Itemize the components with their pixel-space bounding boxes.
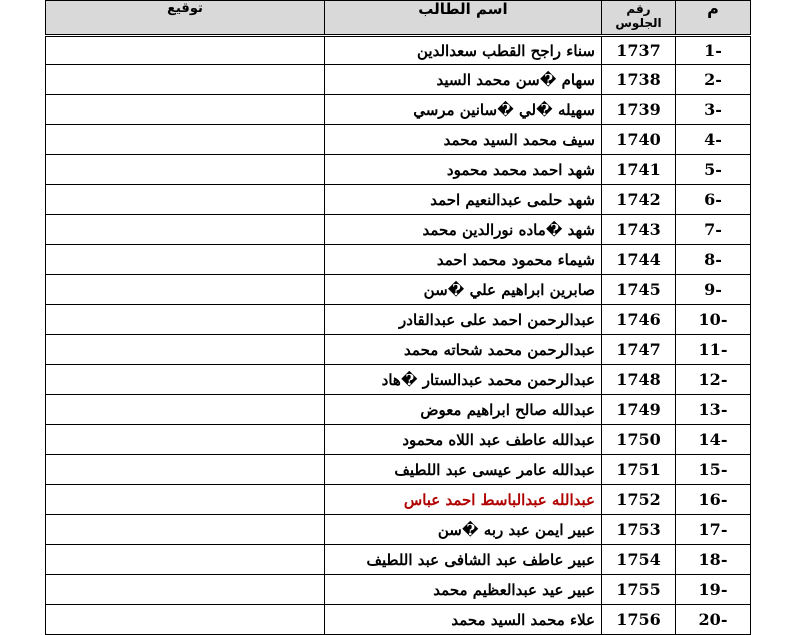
signature-cell — [46, 545, 325, 575]
signature-cell — [46, 395, 325, 425]
seat-number-cell: 1738 — [602, 65, 676, 95]
signature-cell — [46, 335, 325, 365]
seat-number-cell: 1756 — [602, 605, 676, 635]
signature-cell — [46, 305, 325, 335]
signature-cell — [46, 515, 325, 545]
seat-number-cell: 1755 — [602, 575, 676, 605]
table-row — [46, 335, 751, 365]
student-name-cell: عبدالرحمن محمد عبدالستار �هاد — [325, 365, 602, 395]
seat-number-cell: 1740 — [602, 125, 676, 155]
signature-cell — [46, 125, 325, 155]
row-index-cell: 13- — [676, 395, 751, 425]
seat-number-cell: 1748 — [602, 365, 676, 395]
row-index-cell: 16- — [676, 485, 751, 515]
student-name-cell: شهد احمد محمد محمود — [325, 155, 602, 185]
student-name-cell: عبدالله عبدالباسط احمد عباس — [325, 485, 602, 515]
row-index-cell: 17- — [676, 515, 751, 545]
row-index-cell: 5- — [676, 155, 751, 185]
signature-cell — [46, 95, 325, 125]
student-name-cell: عبير عاطف عبد الشافى عبد اللطيف — [325, 545, 602, 575]
row-index-cell: 4- — [676, 125, 751, 155]
student-name-cell: سيف محمد السيد محمد — [325, 125, 602, 155]
row-index-cell: 8- — [676, 245, 751, 275]
table-row — [46, 545, 751, 575]
table-row — [46, 305, 751, 335]
table-row — [46, 395, 751, 425]
student-name-cell: عبدالرحمن احمد على عبدالقادر — [325, 305, 602, 335]
table-row — [46, 455, 751, 485]
seat-number-cell: 1750 — [602, 425, 676, 455]
seat-number-cell: 1746 — [602, 305, 676, 335]
signature-cell — [46, 485, 325, 515]
student-name-cell: شهد �ماده نورالدين محمد — [325, 215, 602, 245]
seat-number-cell: 1753 — [602, 515, 676, 545]
student-name-cell: عبدالله عاطف عبد اللاه محمود — [325, 425, 602, 455]
table-row — [46, 365, 751, 395]
row-index-cell: 18- — [676, 545, 751, 575]
row-index-cell: 10- — [676, 305, 751, 335]
signature-cell — [46, 185, 325, 215]
table-row — [46, 36, 751, 65]
table-row — [46, 425, 751, 455]
row-index-cell: 15- — [676, 455, 751, 485]
seat-number-cell: 1739 — [602, 95, 676, 125]
table-row — [46, 575, 751, 605]
table-row — [46, 245, 751, 275]
header-index: م — [676, 1, 751, 36]
signature-cell — [46, 215, 325, 245]
header-seat-number: رقم الجلوس — [602, 1, 676, 36]
row-index-cell: 20- — [676, 605, 751, 635]
seat-number-cell: 1749 — [602, 395, 676, 425]
seat-number-cell: 1741 — [602, 155, 676, 185]
row-index-cell: 11- — [676, 335, 751, 365]
students-table — [45, 0, 751, 635]
table-row — [46, 275, 751, 305]
student-name-cell: عبير ايمن عبد ربه �سن — [325, 515, 602, 545]
seat-number-cell: 1751 — [602, 455, 676, 485]
row-index-cell: 2- — [676, 65, 751, 95]
row-index-cell: 14- — [676, 425, 751, 455]
table-row — [46, 125, 751, 155]
seat-number-cell: 1752 — [602, 485, 676, 515]
seat-number-cell: 1737 — [602, 36, 676, 65]
table-row — [46, 515, 751, 545]
signature-cell — [46, 455, 325, 485]
student-name-cell: سهيله �لي �سانين مرسي — [325, 95, 602, 125]
student-name-cell: سناء راجح القطب سعدالدين — [325, 36, 602, 65]
seat-number-cell: 1754 — [602, 545, 676, 575]
signature-cell — [46, 65, 325, 95]
header-row — [46, 1, 751, 36]
table-row — [46, 65, 751, 95]
signature-cell — [46, 275, 325, 305]
signature-cell — [46, 36, 325, 65]
student-name-cell: عبدالله صالح ابراهيم معوض — [325, 395, 602, 425]
table-row — [46, 215, 751, 245]
row-index-cell: 1- — [676, 36, 751, 65]
signature-cell — [46, 245, 325, 275]
row-index-cell: 12- — [676, 365, 751, 395]
student-name-cell: صابرين ابراهيم علي �سن — [325, 275, 602, 305]
student-name-cell: عبير عيد عبدالعظيم محمد — [325, 575, 602, 605]
seat-number-cell: 1743 — [602, 215, 676, 245]
student-name-cell: سهام �سن محمد السيد — [325, 65, 602, 95]
table-row — [46, 95, 751, 125]
signature-cell — [46, 155, 325, 185]
seat-number-cell: 1742 — [602, 185, 676, 215]
student-name-cell: عبدالرحمن محمد شحاته محمد — [325, 335, 602, 365]
row-index-cell: 7- — [676, 215, 751, 245]
row-index-cell: 9- — [676, 275, 751, 305]
row-index-cell: 3- — [676, 95, 751, 125]
student-name-cell: شيماء محمود محمد احمد — [325, 245, 602, 275]
table-row — [46, 155, 751, 185]
signature-cell — [46, 365, 325, 395]
table-row — [46, 485, 751, 515]
row-index-cell: 6- — [676, 185, 751, 215]
signature-cell — [46, 575, 325, 605]
student-name-cell: شهد حلمى عبدالنعيم احمد — [325, 185, 602, 215]
seat-number-cell: 1745 — [602, 275, 676, 305]
seat-number-cell: 1747 — [602, 335, 676, 365]
signature-cell — [46, 425, 325, 455]
seat-number-cell: 1744 — [602, 245, 676, 275]
student-name-cell: علاء محمد السيد محمد — [325, 605, 602, 635]
row-index-cell: 19- — [676, 575, 751, 605]
student-name-cell: عبدالله عامر عيسى عبد اللطيف — [325, 455, 602, 485]
header-signature: توقيع — [46, 1, 325, 36]
header-student-name: اسم الطالب — [325, 1, 602, 36]
table-row — [46, 185, 751, 215]
